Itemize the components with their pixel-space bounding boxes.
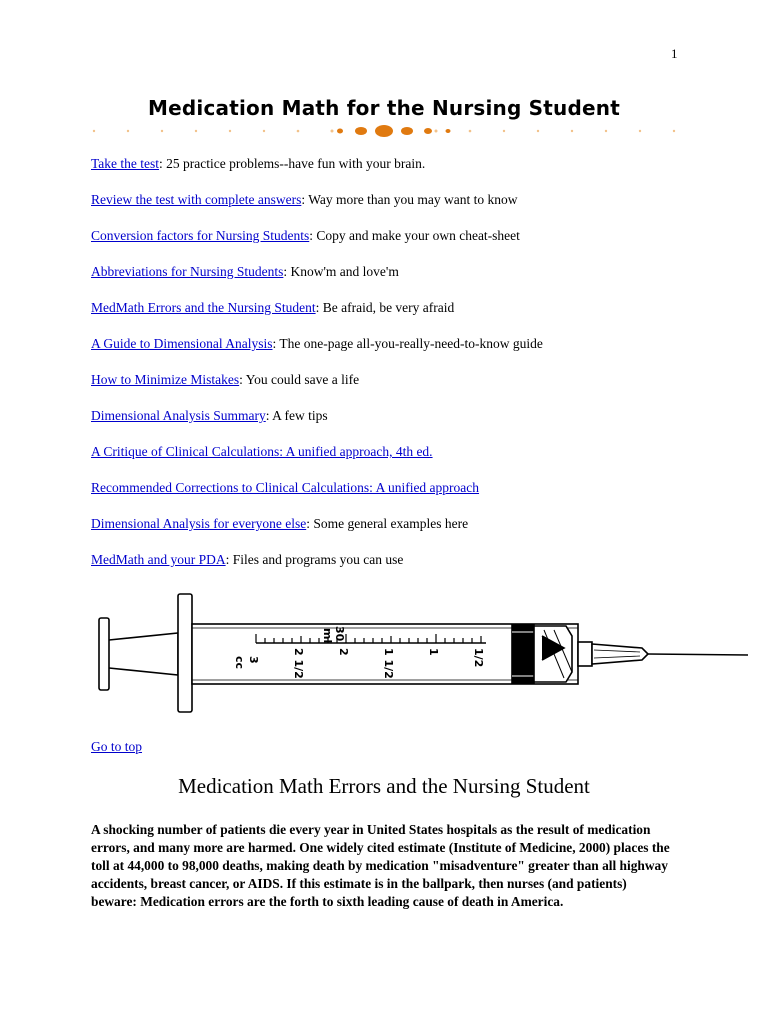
list-item [91, 443, 731, 479]
dimensional-analysis-everyone-link[interactable]: Dimensional Analysis for everyone else [91, 516, 307, 531]
recommended-corrections-link[interactable]: Recommended Corrections to Clinical Calculations: A unified approach [91, 480, 480, 495]
page-number: 1 [671, 46, 678, 61]
scale-value-30: 30 [333, 626, 346, 642]
syringe-illustration [96, 586, 756, 718]
list-item [91, 335, 731, 371]
page-title: Medication Math for the Nursing Student [148, 96, 620, 120]
link-description: : A few tips [265, 408, 328, 423]
link-description: : Know'm and love'm [283, 264, 399, 279]
scale-label-1-1-2: 1 1/2 [382, 648, 395, 679]
minimize-mistakes-link[interactable]: How to Minimize Mistakes [91, 372, 240, 387]
review-test-link[interactable]: Review the test with complete answers [91, 192, 302, 207]
list-item [91, 299, 731, 335]
scale-label-2: 2 [337, 648, 350, 656]
scale-label-3: 3 [247, 656, 260, 664]
scale-unit-ml: ml [321, 628, 334, 644]
scale-unit-cc: cc [233, 656, 246, 670]
list-item [91, 407, 731, 443]
list-item [91, 479, 731, 515]
medmath-pda-link[interactable]: MedMath and your PDA [91, 552, 226, 567]
list-item [91, 227, 731, 263]
abbreviations-link[interactable]: Abbreviations for Nursing Students [91, 264, 284, 279]
link-description: : 25 practice problems--have fun with your brain. [159, 156, 426, 171]
scale-label-1-2: 1/2 [472, 648, 485, 668]
scale-label-2-1-2: 2 1/2 [292, 648, 305, 679]
take-the-test-link[interactable]: Take the test [91, 156, 160, 171]
scale-label-1: 1 [427, 648, 440, 656]
section-heading: Medication Math Errors and the Nursing Student [178, 774, 590, 798]
decorative-divider [88, 122, 680, 140]
list-item [91, 155, 731, 191]
list-item [91, 263, 731, 299]
link-description: : Copy and make your own cheat-sheet [309, 228, 520, 243]
link-description: : Be afraid, be very afraid [315, 300, 455, 315]
go-to-top-link[interactable]: Go to top [91, 739, 143, 754]
link-description: : Way more than you may want to know [301, 192, 518, 207]
medmath-errors-link[interactable]: MedMath Errors and the Nursing Student [91, 300, 316, 315]
list-item [91, 191, 731, 227]
link-description: : Files and programs you can use [225, 552, 404, 567]
link-description: : Some general examples here [306, 516, 469, 531]
critique-link[interactable]: A Critique of Clinical Calculations: A unified approach, 4th ed. [91, 444, 433, 459]
list-item [91, 515, 731, 551]
list-item [91, 371, 731, 407]
link-description: : You could save a life [239, 372, 360, 387]
dimensional-analysis-summary-link[interactable]: Dimensional Analysis Summary [91, 408, 266, 423]
link-list [91, 155, 731, 587]
list-item [91, 551, 731, 587]
conversion-factors-link[interactable]: Conversion factors for Nursing Students [91, 228, 310, 243]
dimensional-analysis-guide-link[interactable]: A Guide to Dimensional Analysis [91, 336, 273, 351]
body-paragraph: A shocking number of patients die every year in United States hospitals as the result of medication errors, and many more are harmed. One widely cited estimate (Institute of Medicine, 2000) places the toll at 44,000 to 98,000 deaths, making death by medication "misadventure" greater than all highway accidents, breast cancer, or AIDS. If this estimate is in the ballpark, then nurses (and patients) beware: Medication errors are the forth to sixth leading cause of death in America. [91, 822, 670, 909]
link-description: : The one-page all-you-really-need-to-know guide [272, 336, 543, 351]
